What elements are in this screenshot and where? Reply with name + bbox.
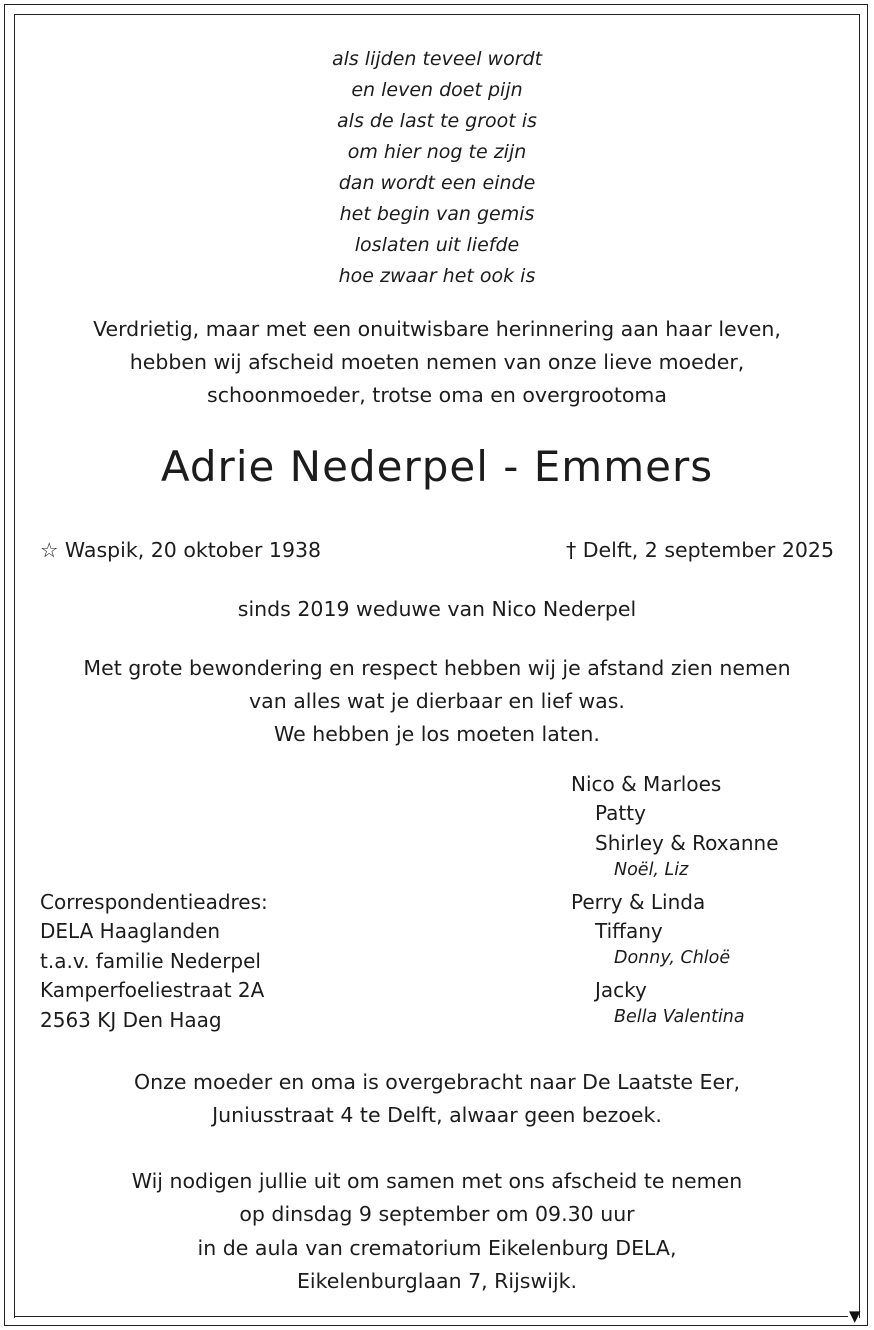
widow-line: sinds 2019 weduwe van Nico Nederpel <box>237 597 637 621</box>
poem-line: het begin van gemis <box>339 203 535 225</box>
address-line: DELA Haaglanden <box>40 919 221 943</box>
intro-line: schoonmoeder, trotse oma en overgrootoma <box>207 383 667 407</box>
scroll-down-icon[interactable]: ▼ <box>849 1307 861 1325</box>
cross-icon: † <box>565 538 577 562</box>
poem-line: als lijden teveel wordt <box>331 48 543 70</box>
poem-line: loslaten uit liefde <box>354 234 520 256</box>
address-line: t.a.v. familie Nederpel <box>40 949 261 973</box>
deceased-name: Adrie Nederpel - Emmers <box>160 442 714 491</box>
family-member: Tiffany <box>595 919 663 943</box>
family-member: Nico & Marloes <box>571 772 722 796</box>
address-line: 2563 KJ Den Haag <box>40 1008 222 1032</box>
transfer-line: Juniusstraat 4 te Delft, alwaar geen bezoek. <box>212 1103 662 1127</box>
birth-text: Waspik, 20 oktober 1938 <box>64 538 322 562</box>
address-line: Kamperfoeliestraat 2A <box>40 978 265 1002</box>
birth-info <box>40 534 321 567</box>
family-member: Noël, Liz <box>614 860 689 880</box>
family-member: Jacky <box>595 978 647 1002</box>
death-text: Delft, 2 september 2025 <box>582 538 834 562</box>
family-member: Bella Valentina <box>614 1007 745 1027</box>
star-icon: ☆ <box>40 538 59 562</box>
poem-line: hoe zwaar het ook is <box>338 265 536 287</box>
tribute-line: Met grote bewondering en respect hebben wij je afstand zien nemen <box>83 656 791 680</box>
transfer-line: Onze moeder en oma is overgebracht naar De Laatste Eer, <box>133 1070 741 1094</box>
family-member: Shirley & Roxanne <box>595 831 779 855</box>
tribute-line: We hebben je los moeten laten. <box>274 722 600 746</box>
family-member: Patty <box>595 801 646 825</box>
poem-line: dan wordt een einde <box>338 172 536 194</box>
death-info <box>566 534 834 567</box>
invitation-line: op dinsdag 9 september om 09.30 uur <box>239 1202 635 1226</box>
invitation-line: in de aula van crematorium Eikelenburg DELA, <box>197 1236 677 1260</box>
poem-line: als de last te groot is <box>337 110 537 132</box>
address-line: Correspondentieadres: <box>40 890 268 914</box>
invitation-line: Wij nodigen jullie uit om samen met ons afscheid te nemen <box>131 1169 743 1193</box>
intro-line: hebben wij afscheid moeten nemen van onze lieve moeder, <box>129 350 745 374</box>
family-member: Perry & Linda <box>571 890 706 914</box>
intro-line: Verdrietig, maar met een onuitwisbare herinnering aan haar leven, <box>93 317 781 341</box>
family-member: Donny, Chloë <box>614 948 731 968</box>
bottom-rule <box>14 1316 848 1317</box>
invitation-line: Eikelenburglaan 7, Rijswijk. <box>296 1269 578 1293</box>
poem-line: en leven doet pijn <box>351 79 523 101</box>
poem-line: om hier nog te zijn <box>347 141 527 163</box>
tribute-line: van alles wat je dierbaar en lief was. <box>249 689 625 713</box>
